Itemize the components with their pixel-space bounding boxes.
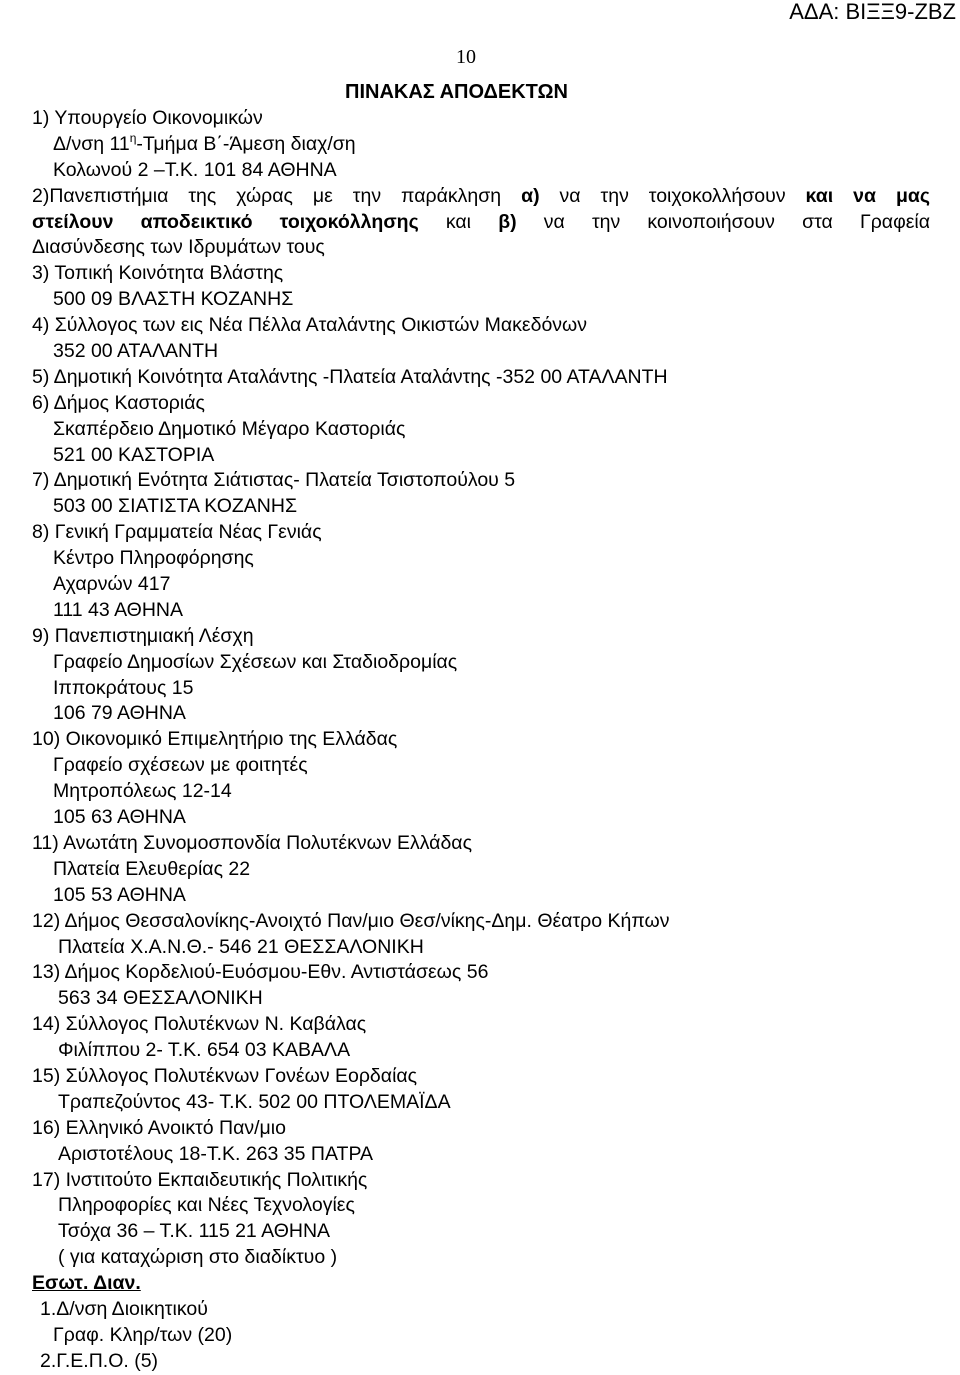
recipient-11-line: 105 53 ΑΘΗΝΑ <box>53 883 186 906</box>
recipient-15-line: Τραπεζούντος 43- Τ.Κ. 502 00 ΠΤΟΛΕΜΑΪΔΑ <box>58 1090 451 1113</box>
recipient-6-line: 6) Δήμος Καστοριάς <box>32 391 205 414</box>
recipient-10-line: 10) Οικονομικό Επιμελητήριο της Ελλάδας <box>32 728 398 751</box>
recipient-5-line: 5) Δημοτική Κοινότητα Αταλάντης -Πλατεία Αταλάντης -352 00 ΑΤΑΛΑΝΤΗ <box>32 365 668 388</box>
internal-distribution-heading: Εσωτ. Διαν. <box>32 1272 141 1295</box>
recipient-11-line: Πλατεία Ελευθερίας 22 <box>53 857 251 880</box>
recipient-7-line: 7) Δημοτική Ενότητα Σιάτιστας- Πλατεία Τσιστοπούλου 5 <box>32 469 516 492</box>
recipient-17-line: Τσόχα 36 – Τ.Κ. 115 21 ΑΘΗΝΑ <box>58 1220 331 1243</box>
recipient-3-line: 3) Τοπική Κοινότητα Βλάστης <box>32 262 284 285</box>
recipient-6-line: Σκαπέρδειο Δημοτικό Μέγαρο Καστοριάς <box>53 417 406 440</box>
recipient-9-line: Γραφείο Δημοσίων Σχέσεων και Σταδιοδρομίας <box>53 650 458 673</box>
recipient-3-line: 500 09 ΒΛΑΣΤΗ ΚΟΖΑΝΗΣ <box>53 288 294 311</box>
internal-item: 2.Γ.Ε.Π.Ο. (5) <box>40 1349 159 1372</box>
recipient-8-line: Κέντρο Πληροφόρησης <box>53 547 254 570</box>
recipient-10-line: Γραφείο σχέσεων με φοιτητές <box>53 754 308 777</box>
superscript: η <box>129 130 137 145</box>
recipient-12-line: Πλατεία Χ.Α.Ν.Θ.- 546 21 ΘΕΣΣΑΛΟΝΙΚΗ <box>58 935 424 958</box>
recipient-8-line: Αχαρνών 417 <box>53 573 171 596</box>
document-title: ΠΙΝΑΚΑΣ ΑΠΟΔΕΚΤΩΝ <box>345 81 568 103</box>
recipient-12-line: 12) Δήμος Θεσσαλονίκης-Ανοιχτό Παν/μιο Θεσ/νίκης-Δημ. Θέατρο Κήπων <box>32 909 670 932</box>
recipient-4-line: 4) Σύλλογος των εις Νέα Πέλλα Αταλάντης Οικιστών Μακεδόνων <box>32 314 588 337</box>
recipient-2-line: Διασύνδεσης των Ιδρυμάτων τους <box>32 236 325 259</box>
recipient-9-line: Ιπποκράτους 15 <box>53 676 194 699</box>
recipient-16-line: 16) Ελληνικό Ανοικτό Παν/μιο <box>32 1116 286 1139</box>
recipient-2-line: 2)Πανεπιστήμια της χώρας με την παράκληση α) να την τοιχοκολλήσουν και να μας <box>32 184 931 207</box>
recipient-2-line: στείλουν αποδεικτικό τοιχοκόλλησης και β) να την κοινοποιήσουν στα Γραφεία <box>32 210 931 233</box>
recipient-9-line: 106 79 ΑΘΗΝΑ <box>53 702 186 725</box>
recipients-list <box>32 106 930 1375</box>
recipient-10-line: Μητροπόλεως 12-14 <box>53 780 232 803</box>
recipient-11-line: 11) Ανωτάτη Συνομοσπονδία Πολυτέκνων Ελλάδας <box>32 831 472 854</box>
recipient-16-line: Αριστοτέλους 18-Τ.Κ. 263 35 ΠΑΤΡΑ <box>58 1142 374 1165</box>
recipient-14-line: Φιλίππου 2- Τ.Κ. 654 03 ΚΑΒΑΛΑ <box>58 1039 351 1062</box>
recipient-1-line: Κολωνού 2 –Τ.Κ. 101 84 ΑΘΗΝΑ <box>53 158 337 181</box>
recipient-10-line: 105 63 ΑΘΗΝΑ <box>53 806 186 829</box>
recipient-6-line: 521 00 ΚΑΣΤΟΡΙΑ <box>53 443 215 466</box>
ada-code: ΑΔΑ: ΒΙΞΞ9-ΖΒΖ <box>789 0 956 24</box>
recipient-17-line: ( για καταχώριση στο διαδίκτυο ) <box>58 1246 338 1269</box>
recipient-9-line: 9) Πανεπιστημιακή Λέσχη <box>32 624 254 647</box>
recipient-13-line: 563 34 ΘΕΣΣΑΛΟΝΙΚΗ <box>58 987 263 1010</box>
internal-item-sub: Γραφ. Κληρ/των (20) <box>53 1323 233 1346</box>
recipient-17-line: Πληροφορίες και Νέες Τεχνολογίες <box>58 1194 355 1217</box>
recipient-1-line: Δ/νση $11^\eta$-Τμήμα Β΄-Άμεση διαχ/ση <box>53 130 356 155</box>
recipient-1-line: 1) Υπουργείο Οικονομικών <box>32 107 263 129</box>
recipient-8-line: 111 43 ΑΘΗΝΑ <box>53 598 184 621</box>
recipient-8-line: 8) Γενική Γραμματεία Νέας Γενιάς <box>32 521 322 544</box>
recipient-4-line: 352 00 ΑΤΑΛΑΝΤΗ <box>53 340 219 363</box>
recipient-17-line: 17) Ινστιτούτο Εκπαιδευτικής Πολιτικής <box>32 1168 368 1191</box>
recipient-14-line: 14) Σύλλογος Πολυτέκνων Ν. Καβάλας <box>32 1013 367 1036</box>
recipient-13-line: 13) Δήμος Κορδελιού-Ευόσμου-Εθν. Αντιστάσεως 56 <box>32 961 489 984</box>
recipient-7-line: 503 00 ΣΙΑΤΙΣΤΑ ΚΟΖΑΝΗΣ <box>53 495 297 518</box>
recipient-15-line: 15) Σύλλογος Πολυτέκνων Γονέων Εορδαίας <box>32 1064 418 1087</box>
page-number: 10 <box>456 46 476 68</box>
internal-item: 1.Δ/νση Διοικητικού <box>40 1297 208 1320</box>
